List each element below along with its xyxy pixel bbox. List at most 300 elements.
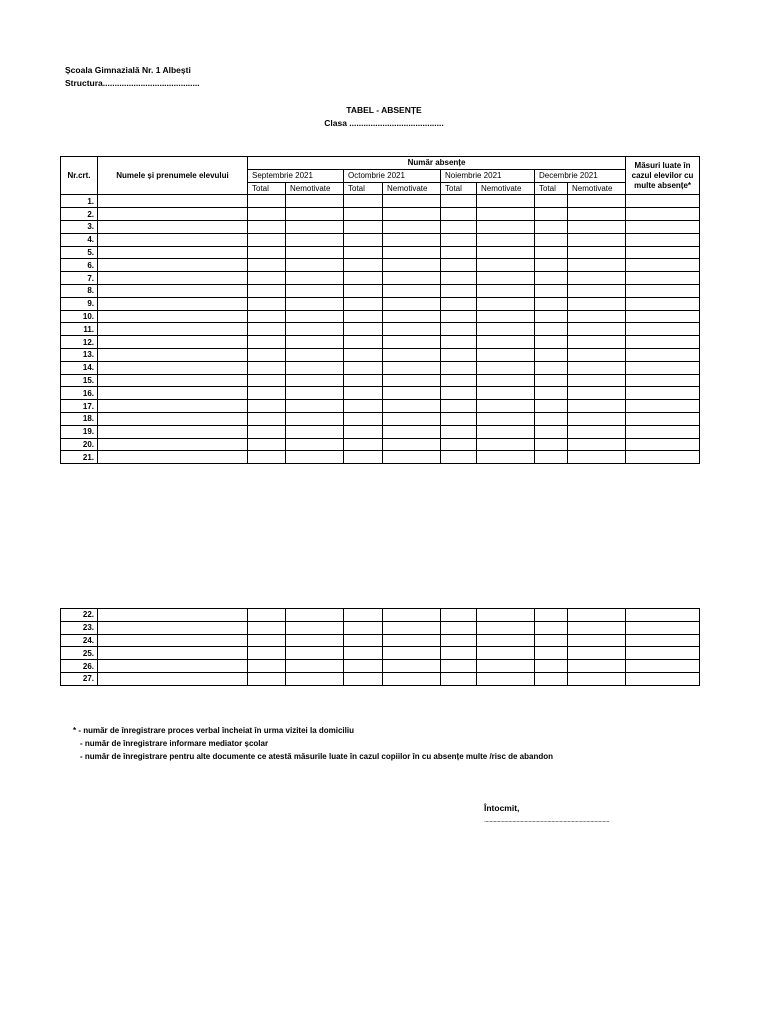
table-cell [344, 272, 383, 285]
table-cell [98, 425, 248, 438]
table-cell [286, 425, 344, 438]
table-cell [441, 233, 477, 246]
table-cell [535, 348, 568, 361]
table-cell [98, 348, 248, 361]
table-cell [98, 374, 248, 387]
structure-line: Structura......................................... [65, 78, 200, 88]
table-cell [626, 310, 700, 323]
table-cell [441, 348, 477, 361]
table-cell [568, 272, 626, 285]
table-cell [98, 195, 248, 208]
table-cell [535, 374, 568, 387]
table-cell [98, 284, 248, 297]
table-cell [383, 425, 441, 438]
table-cell [535, 660, 568, 673]
table-cell [286, 310, 344, 323]
row-number: 15. [61, 374, 98, 387]
absences-table [60, 156, 700, 464]
table-cell [535, 220, 568, 233]
row-number: 9. [61, 297, 98, 310]
sub-header-nemotivate: Nemotivate [383, 182, 441, 195]
row-number: 14. [61, 361, 98, 374]
absences-group-header: Număr absențe [248, 157, 626, 170]
table-cell [286, 220, 344, 233]
table-cell [286, 284, 344, 297]
table-row [61, 195, 700, 208]
sub-header-total: Total [344, 182, 383, 195]
table-row [61, 451, 700, 464]
table-cell [626, 233, 700, 246]
table-row [61, 323, 700, 336]
table-cell [286, 438, 344, 451]
table-cell [344, 374, 383, 387]
table-cell [477, 634, 535, 647]
table-cell [441, 336, 477, 349]
table-cell [477, 233, 535, 246]
table-cell [383, 208, 441, 221]
table-cell [383, 336, 441, 349]
row-number: 11. [61, 323, 98, 336]
row-number: 18. [61, 412, 98, 425]
table-cell [248, 621, 286, 634]
table-row [61, 660, 700, 673]
table-cell [568, 297, 626, 310]
table-cell [626, 361, 700, 374]
table-cell [441, 400, 477, 413]
table-cell [344, 246, 383, 259]
table-cell [441, 621, 477, 634]
table-row [61, 438, 700, 451]
table-cell [286, 374, 344, 387]
table-row [61, 374, 700, 387]
table-cell [344, 310, 383, 323]
table-row [61, 310, 700, 323]
table-cell [248, 195, 286, 208]
table-cell [568, 233, 626, 246]
table-cell [286, 348, 344, 361]
table-cell [477, 438, 535, 451]
table-cell [383, 438, 441, 451]
table-cell [98, 208, 248, 221]
measures-header: Măsuri luate în cazul elevilor cu multe absențe* [626, 157, 700, 195]
table-cell [535, 259, 568, 272]
table-cell [626, 412, 700, 425]
table-cell [98, 220, 248, 233]
table-cell [477, 361, 535, 374]
table-cell [568, 412, 626, 425]
table-cell [98, 412, 248, 425]
table-cell [568, 621, 626, 634]
table-cell [626, 259, 700, 272]
table-cell [383, 246, 441, 259]
sub-header-nemotivate: Nemotivate [477, 182, 535, 195]
page-title: TABEL - ABSENȚE [346, 105, 422, 115]
row-number: 2. [61, 208, 98, 221]
table-cell [477, 220, 535, 233]
table-cell [344, 323, 383, 336]
table-cell [286, 361, 344, 374]
table-cell [286, 272, 344, 285]
table-cell [98, 438, 248, 451]
table-cell [535, 361, 568, 374]
table-cell [383, 259, 441, 272]
sub-header-total: Total [248, 182, 286, 195]
table-cell [626, 297, 700, 310]
table-row [61, 246, 700, 259]
table-cell [626, 647, 700, 660]
table-cell [568, 647, 626, 660]
table-cell [626, 374, 700, 387]
table-cell [344, 412, 383, 425]
footnote-1: * - număr de înregistrare proces verbal încheiat în urma vizitei la domiciliu [73, 726, 354, 735]
table-cell [383, 621, 441, 634]
table-cell [98, 634, 248, 647]
table-cell [344, 297, 383, 310]
table-cell [568, 634, 626, 647]
row-number: 23. [61, 621, 98, 634]
table-row [61, 609, 700, 622]
table-cell [98, 233, 248, 246]
table-row [61, 634, 700, 647]
table-cell [248, 272, 286, 285]
row-number: 3. [61, 220, 98, 233]
table-cell [568, 348, 626, 361]
table-cell [441, 672, 477, 685]
table-cell [286, 259, 344, 272]
table-cell [286, 387, 344, 400]
table-cell [626, 220, 700, 233]
absences-table-continued [60, 608, 700, 686]
table-cell [383, 323, 441, 336]
table-cell [383, 647, 441, 660]
table-cell [383, 361, 441, 374]
row-number: 5. [61, 246, 98, 259]
table-cell [344, 336, 383, 349]
table-cell [248, 660, 286, 673]
table-cell [535, 621, 568, 634]
table-cell [248, 412, 286, 425]
table-cell [568, 361, 626, 374]
table-cell [98, 272, 248, 285]
table-cell [477, 208, 535, 221]
table-cell [477, 387, 535, 400]
row-number: 6. [61, 259, 98, 272]
table-cell [286, 451, 344, 464]
table-cell [248, 259, 286, 272]
sub-header-nemotivate: Nemotivate [286, 182, 344, 195]
table-cell [535, 208, 568, 221]
table-cell [286, 621, 344, 634]
table-row [61, 425, 700, 438]
table-cell [344, 660, 383, 673]
table-cell [383, 609, 441, 622]
table-cell [441, 220, 477, 233]
table-cell [344, 348, 383, 361]
month-header-september: Septembrie 2021 [248, 169, 344, 182]
table-cell [477, 310, 535, 323]
table-cell [477, 336, 535, 349]
table-cell [98, 387, 248, 400]
table-cell [344, 220, 383, 233]
table-cell [441, 609, 477, 622]
table-cell [626, 660, 700, 673]
col-nr-header: Nr.crt. [61, 157, 98, 195]
table-cell [344, 259, 383, 272]
table-cell [568, 259, 626, 272]
table-cell [535, 246, 568, 259]
table-cell [477, 647, 535, 660]
table-cell [98, 621, 248, 634]
table-cell [383, 451, 441, 464]
table-cell [383, 412, 441, 425]
table-cell [344, 438, 383, 451]
row-number: 21. [61, 451, 98, 464]
table-cell [477, 621, 535, 634]
table-cell [477, 323, 535, 336]
table-cell [286, 323, 344, 336]
table-cell [98, 310, 248, 323]
table-cell [383, 660, 441, 673]
table-cell [535, 323, 568, 336]
table-cell [535, 412, 568, 425]
table-cell [535, 634, 568, 647]
table-cell [286, 634, 344, 647]
table-cell [626, 621, 700, 634]
table-cell [568, 220, 626, 233]
table-cell [248, 374, 286, 387]
table-cell [626, 246, 700, 259]
table-cell [344, 195, 383, 208]
table-cell [344, 425, 383, 438]
table-cell [248, 336, 286, 349]
table-row [61, 272, 700, 285]
header-row-1 [61, 157, 700, 170]
table-cell [98, 246, 248, 259]
table-cell [535, 425, 568, 438]
table-cell [286, 400, 344, 413]
table-cell [441, 195, 477, 208]
table-cell [568, 284, 626, 297]
month-header-october: Octombrie 2021 [344, 169, 441, 182]
table-row [61, 647, 700, 660]
table-cell [248, 438, 286, 451]
table-row [61, 336, 700, 349]
class-line: Clasa ........................................ [324, 118, 444, 128]
table-cell [248, 425, 286, 438]
row-number: 7. [61, 272, 98, 285]
table-cell [383, 195, 441, 208]
table-cell [535, 233, 568, 246]
table-cell [477, 400, 535, 413]
footnote-3: - număr de înregistrare pentru alte documente ce atestă măsurile luate în cazul copiilor în cu absențe multe /risc de abandon [80, 752, 554, 761]
table-cell [568, 195, 626, 208]
table-cell [535, 672, 568, 685]
table-row [61, 348, 700, 361]
table-row [61, 361, 700, 374]
table-cell [248, 609, 286, 622]
table-cell [344, 647, 383, 660]
table-cell [286, 609, 344, 622]
sub-header-total: Total [441, 182, 477, 195]
table-cell [568, 400, 626, 413]
row-number: 22. [61, 609, 98, 622]
table-cell [626, 348, 700, 361]
table-cell [344, 361, 383, 374]
row-number: 12. [61, 336, 98, 349]
table-cell [477, 660, 535, 673]
table-cell [441, 323, 477, 336]
table-cell [248, 634, 286, 647]
sub-header-total: Total [535, 182, 568, 195]
table-cell [383, 672, 441, 685]
table-cell [286, 336, 344, 349]
table-cell [568, 208, 626, 221]
table-cell [441, 259, 477, 272]
table-row [61, 621, 700, 634]
table-cell [568, 425, 626, 438]
table-cell [286, 208, 344, 221]
table-cell [286, 660, 344, 673]
table-cell [441, 284, 477, 297]
table-cell [626, 438, 700, 451]
table-cell [98, 672, 248, 685]
table-cell [248, 297, 286, 310]
table-cell [477, 297, 535, 310]
table-cell [477, 246, 535, 259]
table-cell [626, 425, 700, 438]
table-cell [477, 272, 535, 285]
footnotes [73, 724, 553, 763]
table-cell [477, 195, 535, 208]
table-cell [568, 336, 626, 349]
table-cell [568, 672, 626, 685]
table-cell [441, 208, 477, 221]
row-number: 20. [61, 438, 98, 451]
table-cell [98, 259, 248, 272]
table-row [61, 220, 700, 233]
table-cell [441, 361, 477, 374]
table-cell [535, 272, 568, 285]
row-number: 4. [61, 233, 98, 246]
table-cell [535, 609, 568, 622]
month-header-december: Decembrie 2021 [535, 169, 626, 182]
table-cell [535, 451, 568, 464]
table-cell [626, 323, 700, 336]
table-cell [535, 647, 568, 660]
sub-header-nemotivate: Nemotivate [568, 182, 626, 195]
table-cell [286, 246, 344, 259]
table-row [61, 412, 700, 425]
table-cell [248, 451, 286, 464]
table-cell [477, 259, 535, 272]
table-cell [626, 336, 700, 349]
table-cell [344, 387, 383, 400]
table-cell [383, 220, 441, 233]
table-cell [344, 621, 383, 634]
table-cell [383, 272, 441, 285]
table-cell [568, 609, 626, 622]
table-row [61, 387, 700, 400]
table-cell [248, 220, 286, 233]
table-cell [248, 284, 286, 297]
table-cell [344, 634, 383, 647]
table-cell [477, 451, 535, 464]
table-cell [441, 647, 477, 660]
table-cell [477, 425, 535, 438]
table-cell [535, 310, 568, 323]
table-cell [626, 387, 700, 400]
table-cell [98, 451, 248, 464]
table-cell [441, 246, 477, 259]
table-row [61, 297, 700, 310]
table-cell [477, 609, 535, 622]
table-cell [286, 195, 344, 208]
table-cell [441, 451, 477, 464]
school-name: Școala Gimnazială Nr. 1 Albești [65, 65, 191, 75]
table-cell [383, 297, 441, 310]
table-cell [441, 310, 477, 323]
table-cell [286, 647, 344, 660]
table-cell [248, 348, 286, 361]
table-cell [441, 374, 477, 387]
table-cell [535, 297, 568, 310]
table-cell [441, 438, 477, 451]
row-number: 13. [61, 348, 98, 361]
table-cell [535, 336, 568, 349]
table-cell [626, 609, 700, 622]
table-cell [248, 361, 286, 374]
month-header-november: Noiembrie 2021 [441, 169, 535, 182]
table-cell [98, 660, 248, 673]
table-cell [248, 246, 286, 259]
signature-label: Întocmit, [484, 803, 520, 813]
table-cell [344, 451, 383, 464]
row-number: 17. [61, 400, 98, 413]
table-cell [626, 451, 700, 464]
table-cell [441, 412, 477, 425]
table-row [61, 284, 700, 297]
table-cell [248, 310, 286, 323]
table-cell [568, 374, 626, 387]
table-cell [98, 323, 248, 336]
table-cell [286, 233, 344, 246]
table-cell [344, 233, 383, 246]
table-row [61, 208, 700, 221]
col-name-header: Numele și prenumele elevului [98, 157, 248, 195]
table-cell [568, 310, 626, 323]
table-cell [344, 284, 383, 297]
table-cell [568, 451, 626, 464]
table-cell [286, 672, 344, 685]
table-cell [286, 412, 344, 425]
table-row [61, 672, 700, 685]
table-cell [626, 272, 700, 285]
table-cell [98, 609, 248, 622]
table-cell [248, 400, 286, 413]
table-cell [383, 400, 441, 413]
table-cell [383, 233, 441, 246]
table-cell [535, 387, 568, 400]
table-cell [383, 310, 441, 323]
table-cell [626, 284, 700, 297]
table-cell [344, 609, 383, 622]
table-cell [383, 387, 441, 400]
footnote-2: - număr de înregistrare informare mediator școlar [80, 739, 269, 748]
row-number: 8. [61, 284, 98, 297]
table-cell [383, 634, 441, 647]
table-cell [441, 387, 477, 400]
table-cell [344, 208, 383, 221]
